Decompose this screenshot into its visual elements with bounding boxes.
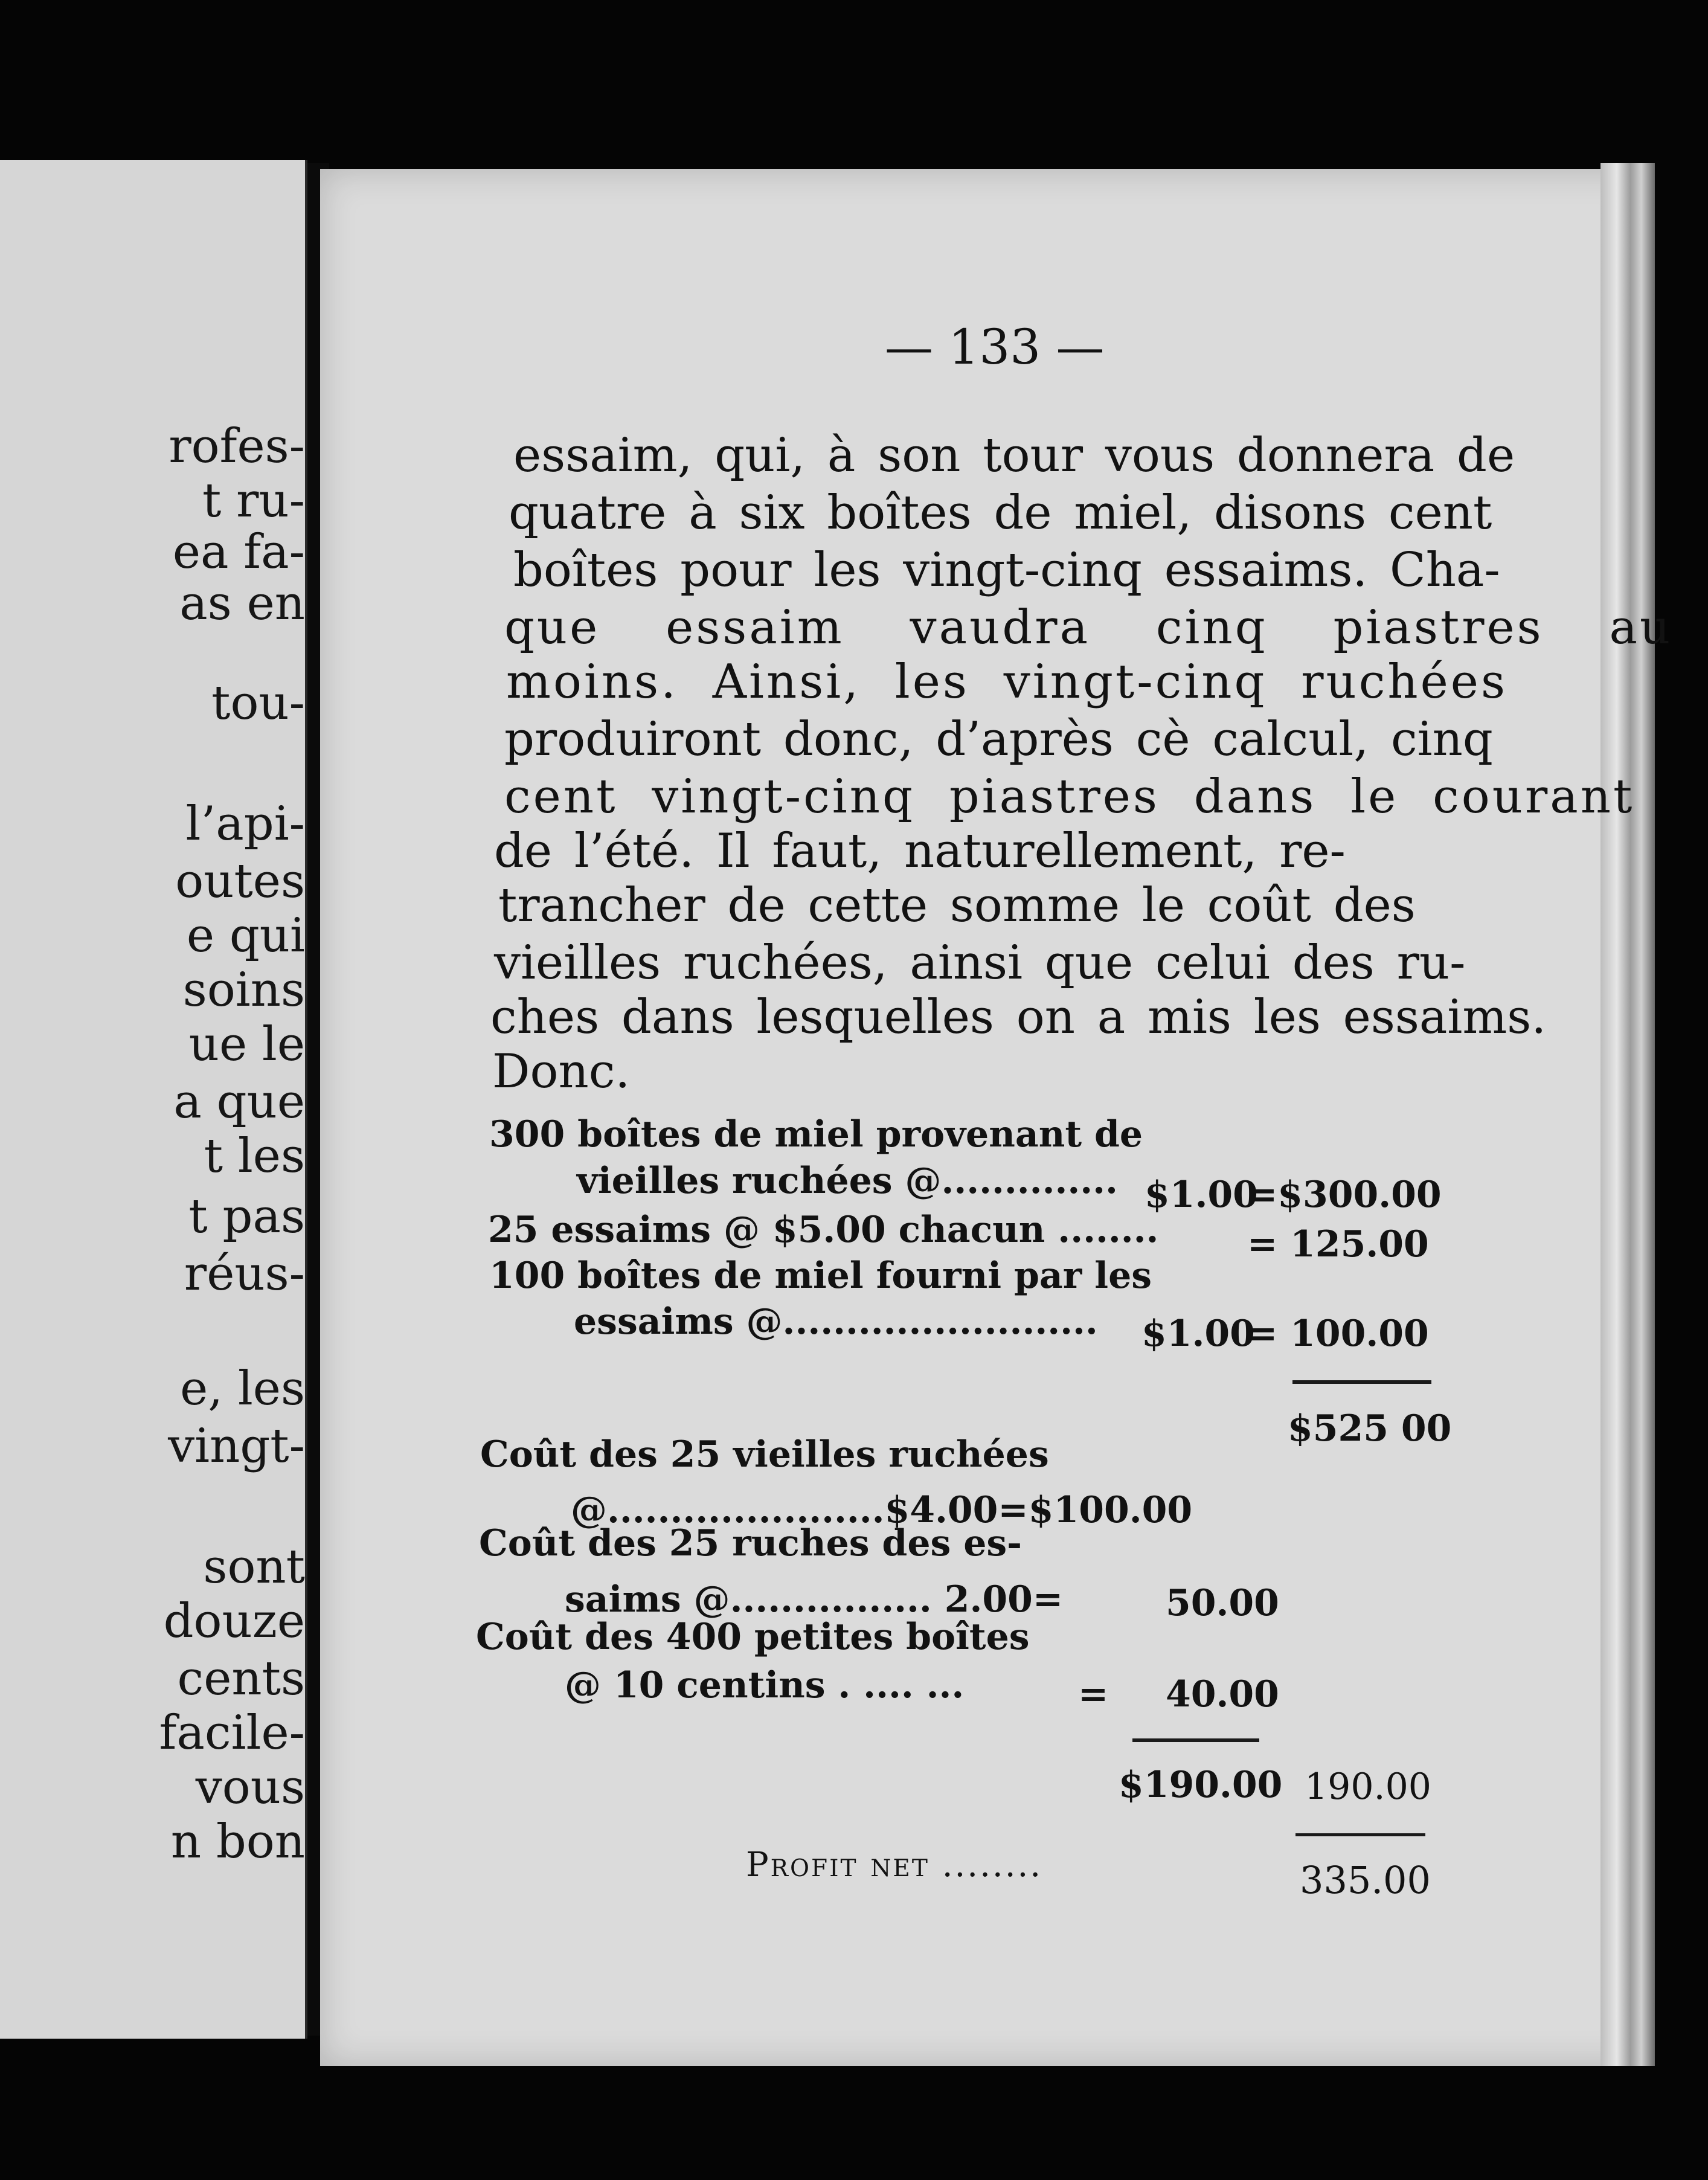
paragraph-line: de l’été. Il faut, naturellement, re-	[494, 824, 1346, 878]
cost-line-1b: @......................$4.00=$100.00	[571, 1489, 1193, 1531]
profit-label: Profit net ........	[746, 1845, 1043, 1885]
page-stack-edge	[1600, 163, 1655, 2066]
income-line-1a: 300 boîtes de miel provenant de	[489, 1113, 1143, 1156]
left-page-line: ea fa-	[172, 525, 305, 579]
left-page-line: facile-	[159, 1706, 305, 1760]
income-amount-2: = 125.00	[1247, 1223, 1429, 1265]
paragraph-line: que essaim vaudra cinq piastres au	[504, 600, 1673, 655]
cost-line-2a: Coût des 25 ruches des es-	[479, 1522, 1023, 1564]
left-page-line: vingt-	[168, 1419, 305, 1473]
profit-rule	[1295, 1833, 1425, 1836]
profit-amount: 335.00	[1300, 1858, 1431, 1902]
income-line-1b: vieilles ruchées @..............	[577, 1160, 1118, 1202]
cost-line-3a: Coût des 400 petites boîtes	[476, 1616, 1030, 1658]
left-page-line: réus-	[184, 1247, 305, 1301]
left-page-line: ue le	[188, 1017, 305, 1072]
cost-total-rule	[1132, 1738, 1259, 1742]
cost-total: $190.00	[1119, 1764, 1283, 1806]
paragraph-line: trancher de cette somme le coût des	[498, 878, 1416, 933]
left-page-line: sont	[203, 1540, 305, 1594]
page-number: — 133 —	[885, 319, 1105, 375]
left-page-line: a que	[173, 1075, 305, 1129]
paragraph-line: ches dans lesquelles on a mis les essaims.	[490, 990, 1547, 1044]
income-rate-3: $1.00	[1141, 1313, 1255, 1355]
paragraph-line: produiront donc, d’après cè calcul, cinq	[504, 712, 1493, 767]
left-page-line: n bon	[170, 1815, 305, 1869]
left-page-line: outes	[175, 854, 305, 908]
income-rate-1: $1.00	[1145, 1174, 1258, 1216]
paragraph-line: essaim, qui, à son tour vous donnera de	[513, 428, 1515, 483]
income-total-rule	[1292, 1380, 1431, 1384]
left-page-line: vous	[195, 1760, 305, 1815]
left-page-line: tou-	[211, 676, 305, 730]
left-page-line: l’api-	[185, 797, 305, 851]
paragraph-line: cent vingt-cinq piastres dans le courant	[504, 770, 1635, 824]
paragraph-line: boîtes pour les vingt-cinq essaims. Cha-	[513, 543, 1500, 597]
left-page-line: t pas	[188, 1189, 305, 1244]
left-page-line: soins	[182, 963, 305, 1017]
income-line-3a: 100 boîtes de miel fourni par les	[489, 1255, 1152, 1297]
paragraph-line: quatre à six boîtes de miel, disons cent	[509, 486, 1492, 540]
left-page-line: e, les	[180, 1362, 305, 1416]
cost-amount-2: 50.00	[1166, 1582, 1279, 1624]
income-line-2: 25 essaims @ $5.00 chacun ........	[488, 1209, 1159, 1251]
cost-total-carried: 190.00	[1305, 1766, 1431, 1808]
left-page-line: as en	[179, 576, 305, 631]
left-page-fragment	[0, 160, 307, 2039]
left-page-line: t ru-	[202, 474, 305, 528]
income-amount-3: = 100.00	[1247, 1313, 1429, 1355]
income-line-3b: essaims @.........................	[574, 1301, 1098, 1343]
cost-line-2b: saims @................ 2.00=	[565, 1578, 1064, 1621]
paragraph-line: moins. Ainsi, les vingt-cinq ruchées	[506, 655, 1507, 709]
left-page-line: t les	[204, 1129, 305, 1183]
cost-amount-3: 40.00	[1166, 1673, 1279, 1715]
left-page-line: e qui	[186, 908, 305, 963]
cost-line-1a: Coût des 25 vieilles ruchées	[480, 1433, 1049, 1476]
paragraph-line: Donc.	[492, 1044, 631, 1099]
income-total: $525 00	[1288, 1407, 1452, 1450]
left-page-line: rofes-	[169, 419, 305, 474]
cost-line-3b: @ 10 centins . .... ...	[565, 1664, 965, 1706]
income-amount-1: =$300.00	[1247, 1174, 1442, 1216]
left-page-line: cents	[177, 1651, 305, 1706]
paragraph-line: vieilles ruchées, ainsi que celui des ru-	[494, 936, 1466, 990]
left-page-line: douze	[163, 1594, 305, 1648]
cost-eq-3: =	[1078, 1673, 1109, 1715]
